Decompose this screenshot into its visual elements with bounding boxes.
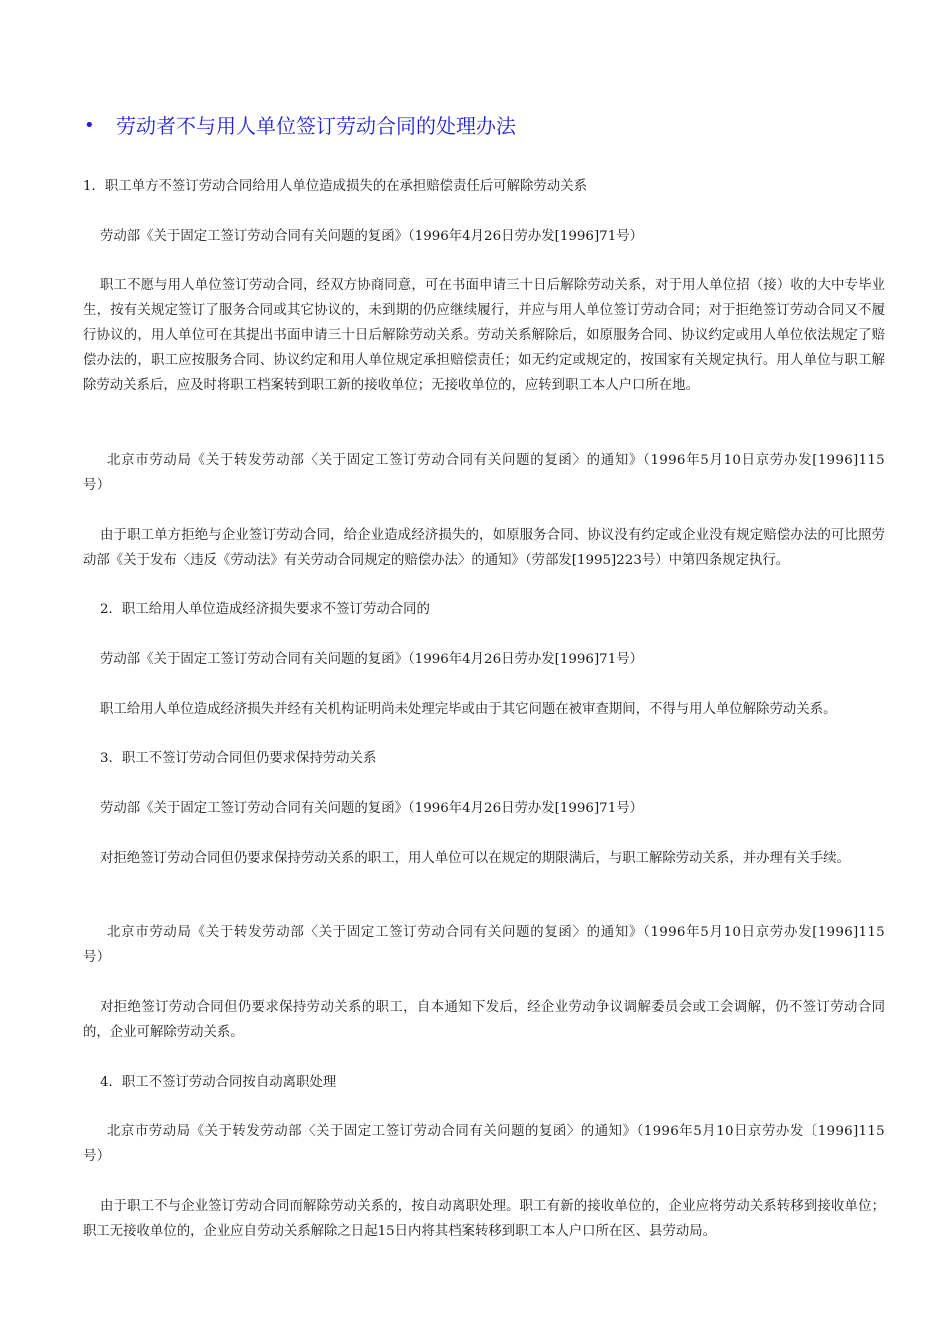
section-title: 劳动者不与用人单位签订劳动合同的处理办法 (116, 114, 516, 138)
body-paragraph: 由于职工单方拒绝与企业签订劳动合同，给企业造成经济损失的，如原服务合同、协议没有约定或企业没有规定赔偿办法的可比照劳动部《关于发布〈违反《劳动法》有关劳动合同规定的赔偿办法〉的通知》（劳部发[1995]223号）中第四条规定执行。 (83, 528, 885, 568)
body-paragraph: 由于职工不与企业签订劳动合同而解除劳动关系的，按自动离职处理。职工有新的接收单位的，企业应将劳动关系转移到接收单位；职工无接收单位的，企业应自劳动关系解除之日起15日内将其档案转移到职工本人户口所在区、县劳动局。 (83, 1199, 885, 1239)
body-paragraph: 对拒绝签订劳动合同但仍要求保持劳动关系的职工，用人单位可以在规定的期限满后，与职工解除劳动关系，并办理有关手续。 (100, 851, 850, 866)
item-heading-2: 2．职工给用人单位造成经济损失要求不签订劳动合同的 (100, 602, 430, 617)
body-paragraph: 对拒绝签订劳动合同但仍要求保持劳动关系的职工，自本通知下发后，经企业劳动争议调解委员会或工会调解，仍不签订劳动合同的，企业可解除劳动关系。 (83, 1000, 885, 1040)
body-paragraph: 职工给用人单位造成经济损失并经有关机构证明尚未处理完毕或由于其它问题在被审查期间，不得与用人单位解除劳动关系。 (100, 702, 837, 717)
section-heading (84, 112, 884, 140)
item-heading-3: 3．职工不签订劳动合同但仍要求保持劳动关系 (100, 751, 377, 766)
citation-paragraph: 北京市劳动局《关于转发劳动部〈关于固定工签订劳动合同有关问题的复函〉的通知》（1996年5月10日京劳办发[1996]115号） (83, 925, 885, 965)
bullet-icon: • (84, 115, 95, 136)
citation-paragraph: 劳动部《关于固定工签订劳动合同有关问题的复函》（1996年4月26日劳办发[1996]71号） (100, 652, 643, 667)
citation-paragraph: 劳动部《关于固定工签订劳动合同有关问题的复函》（1996年4月26日劳办发[1996]71号） (100, 801, 643, 816)
item-heading-1: 1．职工单方不签订劳动合同给用人单位造成损失的在承担赔偿责任后可解除劳动关系 (83, 179, 587, 194)
citation-paragraph: 北京市劳动局《关于转发劳动部〈关于固定工签订劳动合同有关问题的复函〉的通知》（1996年5月10日京劳办发〔1996]115号） (83, 1124, 885, 1164)
citation-paragraph: 北京市劳动局《关于转发劳动部〈关于固定工签订劳动合同有关问题的复函〉的通知》（1996年5月10日京劳办发[1996]115号） (83, 453, 885, 493)
body-paragraph: 职工不愿与用人单位签订劳动合同，经双方协商同意，可在书面申请三十日后解除劳动关系，对于用人单位招（接）收的大中专毕业生，按有关规定签订了服务合同或其它协议的，未到期的仍应继续履行，并应与用人单位签订劳动合同；对于拒绝签订劳动合同又不履行协议的，用人单位可在其提出书面申请三十日后解除劳动关系。劳动关系解除后，如原服务合同、协议约定或用人单位依法规定了赔偿办法的，职工应按服务合同、协议约定和用人单位规定承担赔偿责任；如无约定或规定的，按国家有关规定执行。用人单位与职工解除劳动关系后，应及时将职工档案转到职工新的接收单位；无接收单位的，应转到职工本人户口所在地。 (83, 278, 885, 393)
citation-paragraph: 劳动部《关于固定工签订劳动合同有关问题的复函》（1996年4月26日劳办发[1996]71号） (100, 229, 643, 244)
item-heading-4: 4．职工不签订劳动合同按自动离职处理 (100, 1075, 337, 1090)
